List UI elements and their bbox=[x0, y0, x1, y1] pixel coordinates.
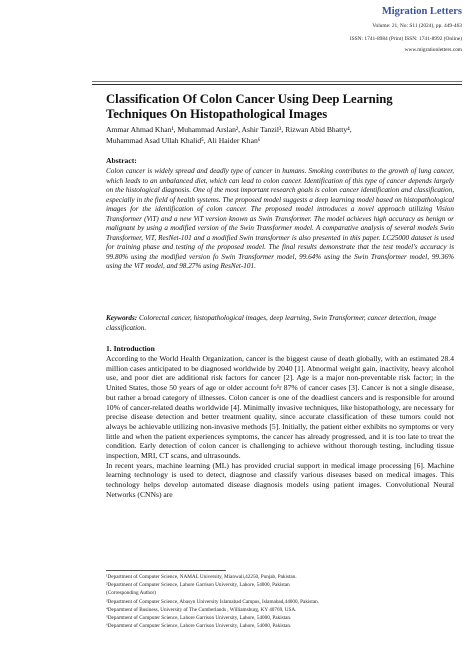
abstract-heading: Abstract: bbox=[106, 156, 137, 165]
footnote: ²Department of Computer Science, Lahore Garrison University, Lahore, 54000, Pakistan bbox=[106, 582, 290, 589]
footnote: ¹Department of Computer Science, NAMAL University, Mianwali,42250, Punjab, Pakistan. bbox=[106, 574, 297, 580]
section-heading-introduction: 1. Introduction bbox=[106, 344, 155, 353]
journal-volume: Volume: 21, No: S11 (2024), pp. 449-463 bbox=[372, 23, 462, 29]
footnote: ³Department of Computer Science, Abasyn University Islamabad Campus, Islamabad,44000, Pakistan. bbox=[106, 598, 320, 605]
journal-url[interactable]: www.migrationletters.com bbox=[404, 47, 462, 53]
author-line-2: Muhammad Asad Ullah Khalid⁵, Ali Haider Khan⁶ bbox=[106, 136, 261, 145]
author-line-1: Ammar Ahmad Khan¹, Muhammad Arslan², Ashir Tanzil³, Rizwan Abid Bhatty⁴, bbox=[106, 125, 352, 134]
keywords-label: Keywords: bbox=[106, 314, 138, 322]
keywords-text: Colorectal cancer, histopathological images, deep learning, Swin Transformer, cancer detection, image classification. bbox=[106, 314, 437, 332]
journal-header bbox=[350, 6, 462, 53]
paper-title: Classification Of Colon Cancer Using Deep Learning Techniques On Histopathological Images bbox=[106, 92, 393, 121]
footnote: ⁶Department of Computer Science, Lahore Garrison University, Lahore, 54000, Pakistan. bbox=[106, 623, 292, 630]
intro-paragraph-1: According to the World Health Organization, cancer is the biggest cause of death globally, with an estimated 28.4 million cases anticipated to be diagnosed worldwide by 2040 [1]. Abnormal weight gain, inactivity, heavy alcohol use, and poor diet are additional risk factors for cancer [2]. Age is a major non-preventable risk factor; in the United States, those 50 years of age or older account fo¹r 87% of cancer cases [3]. Cancer is not a single disease, but rather a broad category of illnesses. Colon cancer is one of the deadliest cancers and is responsible for around 10% of cancer-related deaths worldwide [4]. Minimally invasive techniques, like histopathology, are necessary for precise disease detection and better treatment quality, since accurate classification of these tumors could not always be achievable utilizing non-invasive methods [5]. Initially, the patient either exhibits no symptoms or very little and when the patient experiences symptoms, the cancer has already progressed, and it is too late to treat the condition. Early detection of colon cancer is challenging to achieve without thorough testing, including tissue inspection, MRI, CT scans, and ultrasounds. bbox=[106, 354, 454, 461]
header-rule-thin bbox=[92, 81, 462, 82]
footnote: ⁴Department of Business, University of The Cumberlands , Williamsburg, KY 40769, USA. bbox=[106, 606, 297, 613]
footnote: ⁵Department of Computer Science, Lahore Garrison University, Lahore, 54000, Pakistan. bbox=[106, 615, 292, 622]
journal-issn: ISSN: 1741-8984 (Print) ISSN: 1741-8992 (Online) bbox=[349, 36, 462, 42]
footnote: (Corresponding Author) bbox=[106, 590, 156, 597]
footnote-rule bbox=[106, 570, 226, 571]
intro-paragraph-2: In recent years, machine learning (ML) has provided crucial support in medical image processing [6]. Machine learning technology is used to detect, diagnose and classify various diseases based on medical images. This technology helps develop automated disease diagnosis models using patient images. Convolutional Neural Networks (CNNs) are bbox=[106, 460, 454, 499]
header-rule-thick bbox=[92, 84, 462, 85]
introduction-body bbox=[106, 354, 454, 500]
keywords bbox=[106, 314, 454, 333]
footnotes bbox=[106, 573, 454, 630]
author-list bbox=[106, 124, 446, 146]
journal-name: Migration Letters bbox=[381, 6, 462, 17]
abstract-text: Colon cancer is widely spread and deadly type of cancer in humans. Smoking contributes to the growth of lung cancer, which leads to an unbalanced diet, which can lead to colon cancer. Identification of this type of cancer depends largely on the histological diagnosis. One of the most important research goals is colon cancer identification and classification, especially in the field of health systems. The proposed model suggests a deep learning model based on histopathological images for the identification of colon cancer. The proposed model introduces a novel approach utilizing Vision Transformer (ViT) and a new ViT version known as Swin Transformer. The model achieves high accuracy as benign or malignant by using a modified version of the Swin Transformer model. A comparative analysis of several models Swin Transformer, ViT, ResNet-101 and a modified Swin transformer is also presented in this paper. LC25000 dataset is used for training phase and testing of the proposed model. The final results demonstrate that the test model's accuracy is 99.80% using the modified version fo Swin Transformer model, 99.64% using the Swin Transformer model, 99.36% using the ViT model, and 98.27% using ResNet-101. bbox=[106, 167, 454, 270]
